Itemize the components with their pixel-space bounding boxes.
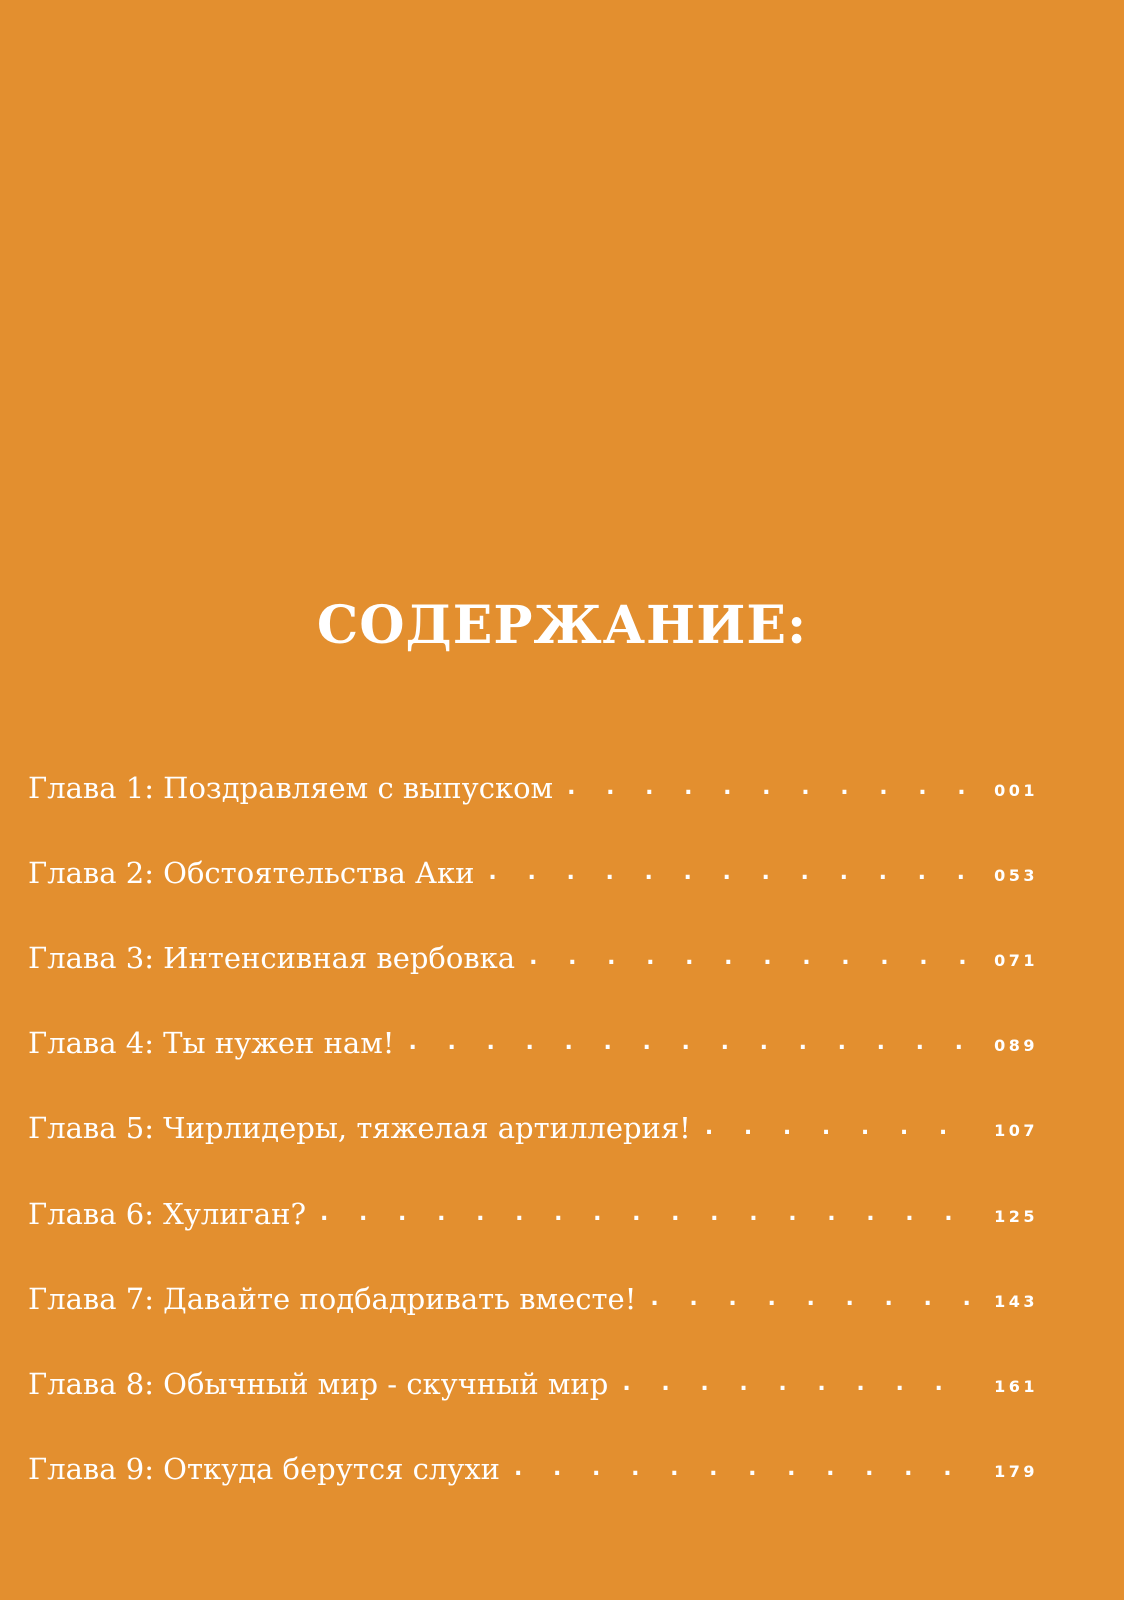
- chapter-title: Глава 2: Обстоятельства Аки: [28, 855, 475, 890]
- chapter-title: Глава 7: Давайте подбадривать вместе!: [28, 1281, 637, 1316]
- dot-leader: [622, 1364, 970, 1404]
- chapter-title: Глава 9: Откуда берутся слухи: [28, 1452, 501, 1487]
- toc-entry-5[interactable]: [28, 1086, 1038, 1171]
- page-number: 143: [994, 1291, 1038, 1311]
- toc-entry-8[interactable]: [28, 1341, 1038, 1426]
- contents-title: СОДЕРЖАНИЕ:: [316, 595, 808, 656]
- toc-entry-6[interactable]: [28, 1171, 1038, 1256]
- dot-leader: [514, 1449, 970, 1489]
- toc-entry-9[interactable]: [28, 1427, 1038, 1512]
- toc-entry-1[interactable]: [28, 745, 1038, 830]
- dot-leader: [650, 1279, 970, 1319]
- dot-leader: [408, 1023, 970, 1063]
- toc-entry-4[interactable]: [28, 1001, 1038, 1086]
- page-number: 053: [994, 865, 1038, 885]
- toc-entry-2[interactable]: [28, 830, 1038, 915]
- page-number: 071: [994, 950, 1038, 970]
- chapter-title: Глава 4: Ты нужен нам!: [28, 1026, 395, 1061]
- dot-leader: [705, 1108, 970, 1148]
- page-number: 161: [994, 1376, 1038, 1396]
- page-number: 089: [994, 1036, 1038, 1056]
- chapter-title: Глава 6: Хулиган?: [28, 1196, 307, 1231]
- dot-leader: [488, 853, 970, 893]
- page-number: 001: [994, 780, 1038, 800]
- chapter-title: Глава 8: Обычный мир - скучный мир: [28, 1366, 609, 1401]
- page-number: 107: [994, 1121, 1038, 1141]
- dot-leader: [320, 1194, 970, 1234]
- chapter-title: Глава 3: Интенсивная вербовка: [28, 940, 516, 975]
- table-of-contents: [28, 745, 1038, 1512]
- toc-entry-7[interactable]: [28, 1256, 1038, 1341]
- chapter-title: Глава 1: Поздравляем с выпуском: [28, 770, 554, 805]
- dot-leader: [567, 768, 970, 808]
- chapter-title: Глава 5: Чирлидеры, тяжелая артиллерия!: [28, 1111, 691, 1146]
- page-number: 179: [994, 1462, 1038, 1482]
- page-number: 125: [994, 1206, 1038, 1226]
- dot-leader: [529, 938, 970, 978]
- toc-entry-3[interactable]: [28, 915, 1038, 1000]
